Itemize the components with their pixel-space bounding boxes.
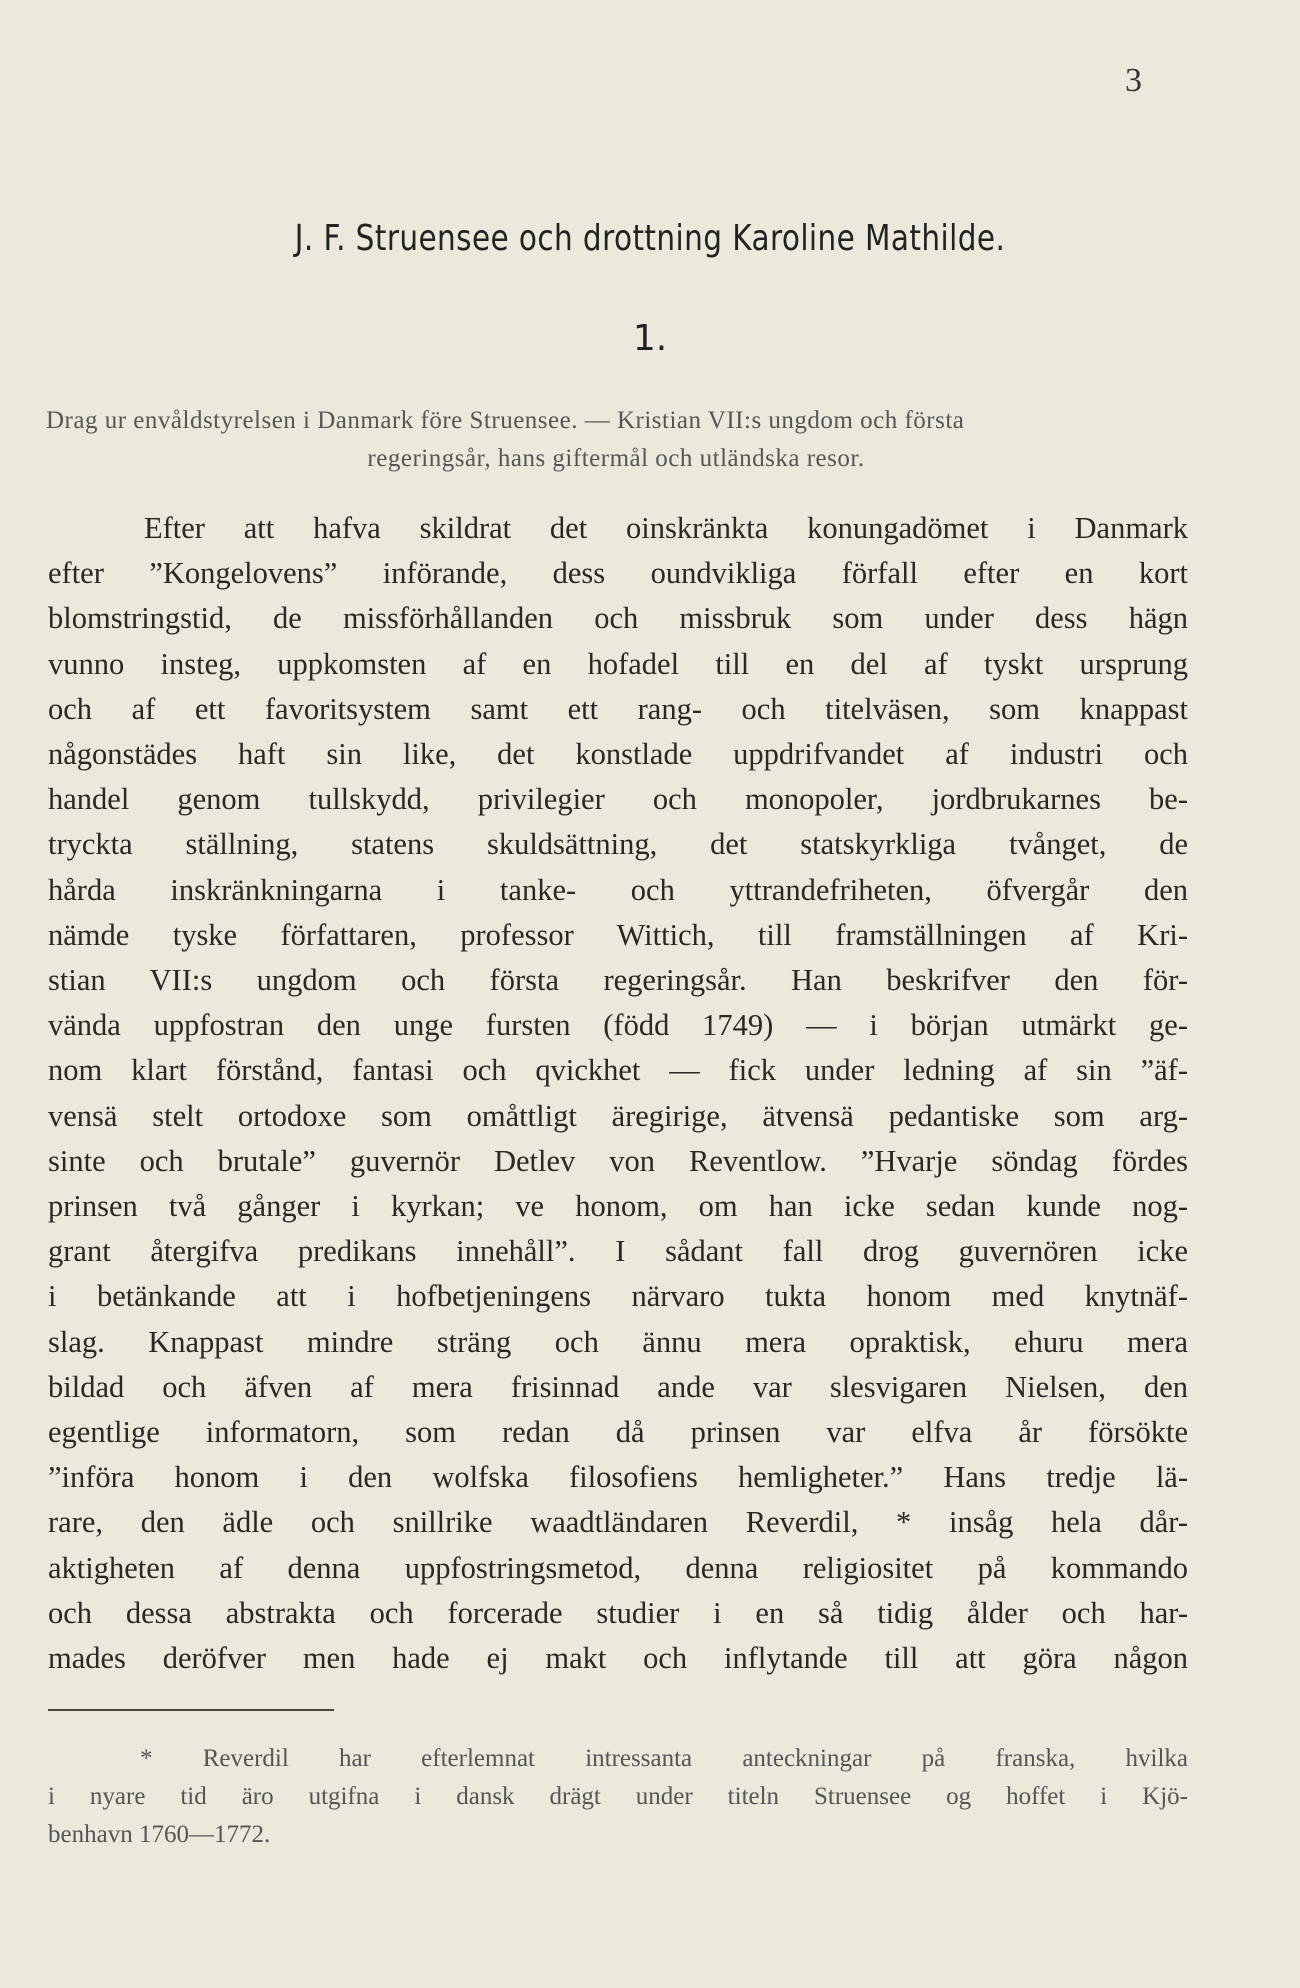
body-line: hårda inskränkningarna i tanke- och yttrandefriheten, öfvergår den <box>48 872 1188 907</box>
body-line: vunno insteg, uppkomsten af en hofadel till en del af tyskt ursprung <box>48 646 1188 681</box>
body-line: bildad och äfven af mera frisinnad ande var slesvigaren Nielsen, den <box>48 1369 1188 1404</box>
footnote-line: * Reverdil har efterlemnat intressanta anteckningar på franska, hvilka <box>140 1745 1188 1772</box>
body-line: ”införa honom i den wolfska filosofiens hemligheter.” Hans tredje lä- <box>48 1460 1188 1495</box>
section-number: 1. <box>632 318 668 359</box>
body-line: vända uppfostran den unge fursten (född 1749) — i början utmärkt ge- <box>48 1008 1188 1043</box>
footnote-line: benhavn 1760—1772. <box>48 1821 271 1848</box>
footnote <box>48 1740 1188 1854</box>
body-line: tryckta ställning, statens skuldsättning, det statskyrkliga tvånget, de <box>48 827 1188 862</box>
body-line: sinte och brutale” guvernör Detlev von Reventlow. ”Hvarje söndag fördes <box>48 1143 1188 1178</box>
body-line: slag. Knappast mindre sträng och ännu mera opraktisk, ehuru mera <box>48 1324 1188 1359</box>
body-line: rare, den ädle och snillrike waadtländaren Reverdil, * insåg hela dår- <box>48 1505 1188 1540</box>
body-line: och af ett favoritsystem samt ett rang- och titelväsen, som knappast <box>48 691 1188 726</box>
summary-line: regeringsår, hans giftermål och utländska resor. <box>367 445 865 472</box>
body-paragraph <box>48 506 1188 1681</box>
body-line: prinsen två gånger i kyrkan; ve honom, om han icke sedan kunde nog- <box>48 1189 1188 1224</box>
body-line: och dessa abstrakta och forcerade studier i en så tidig ålder och har- <box>48 1595 1188 1630</box>
body-line: stian VII:s ungdom och första regeringsår. Han beskrifver den för- <box>48 963 1188 998</box>
body-line: Efter att hafva skildrat det oinskränkta konungadömet i Danmark <box>144 511 1188 545</box>
body-line: mades deröfver men hade ej makt och inflytande till att göra någon <box>48 1641 1188 1676</box>
body-line: vensä stelt ortodoxe som omåttligt äregirige, ätvensä pedantiske som arg- <box>48 1098 1188 1133</box>
body-line: egentlige informatorn, som redan då prinsen var elfva år försökte <box>48 1415 1188 1450</box>
body-line: grant återgifva predikans innehåll”. I sådant fall drog guvernören icke <box>48 1234 1188 1269</box>
body-line: efter ”Kongelovens” införande, dess oundvikliga förfall efter en kort <box>48 556 1188 591</box>
body-line: blomstringstid, de missförhållanden och missbruk som under dess hägn <box>48 601 1188 636</box>
chapter-title: J. F. Struensee och drottning Karoline Mathilde. <box>294 218 1006 259</box>
body-line: någonstädes haft sin like, det konstlade uppdrifvandet af industri och <box>48 737 1188 772</box>
footnote-line: i nyare tid äro utgifna i dansk drägt under titeln Struensee og hoffet i Kjö- <box>48 1783 1188 1810</box>
chapter-summary <box>46 402 1186 478</box>
body-line: nämde tyske författaren, professor Wittich, till framställningen af Kri- <box>48 917 1188 952</box>
footnote-divider <box>48 1709 334 1711</box>
page-number: 3 <box>1125 62 1142 99</box>
body-line: handel genom tullskydd, privilegier och monopoler, jordbrukarnes be- <box>48 782 1188 817</box>
body-line: nom klart förstånd, fantasi och qvickhet — fick under ledning af sin ”äf- <box>48 1053 1188 1088</box>
summary-line: Drag ur envåldstyrelsen i Danmark före Struensee. — Kristian VII:s ungdom och första <box>46 407 965 434</box>
body-line: aktigheten af denna uppfostringsmetod, denna religiositet på kommando <box>48 1550 1188 1585</box>
body-line: i betänkande att i hofbetjeningens närvaro tukta honom med knytnäf- <box>48 1279 1188 1314</box>
